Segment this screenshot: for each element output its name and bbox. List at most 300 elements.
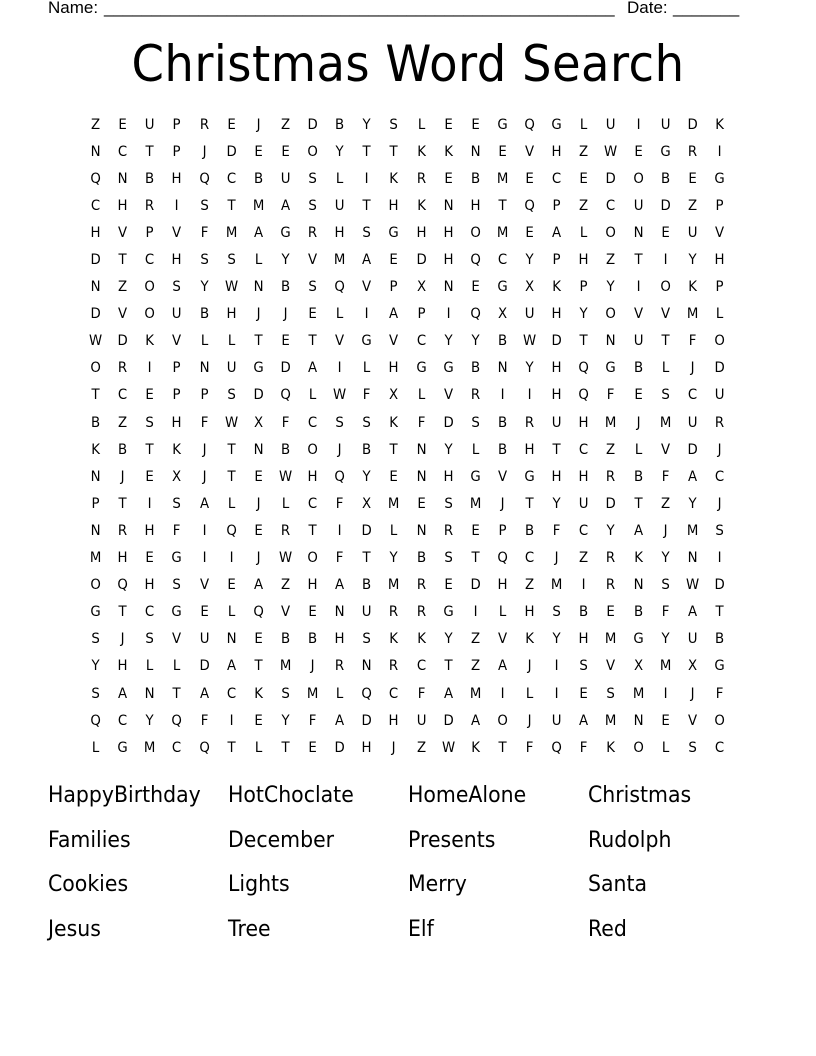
grid-letter[interactable]: R xyxy=(606,468,616,485)
grid-letter[interactable]: K xyxy=(389,414,399,431)
grid-letter[interactable]: U xyxy=(687,631,698,648)
grid-letter[interactable]: T xyxy=(661,333,670,350)
grid-letter[interactable]: G xyxy=(280,224,291,241)
grid-letter[interactable]: H xyxy=(171,170,182,187)
grid-letter[interactable]: R xyxy=(470,387,480,404)
grid-letter[interactable]: J xyxy=(717,441,722,458)
grid-letter[interactable]: E xyxy=(389,252,399,269)
grid-letter[interactable]: T xyxy=(227,739,236,756)
grid-letter[interactable]: T xyxy=(362,550,371,567)
grid-letter[interactable]: E xyxy=(633,143,643,160)
grid-letter[interactable]: D xyxy=(361,522,372,539)
grid-letter[interactable]: L xyxy=(471,441,480,458)
grid-letter[interactable]: E xyxy=(660,224,670,241)
grid-letter[interactable]: A xyxy=(280,197,290,214)
grid-letter[interactable]: K xyxy=(470,739,480,756)
grid-letter[interactable]: B xyxy=(199,306,209,323)
grid-letter[interactable]: H xyxy=(551,306,562,323)
grid-letter[interactable]: X xyxy=(525,279,535,296)
grid-letter[interactable]: K xyxy=(687,279,697,296)
grid-letter[interactable]: C xyxy=(307,414,318,431)
grid-letter[interactable]: O xyxy=(470,224,481,241)
grid-letter[interactable]: G xyxy=(443,604,454,621)
grid-letter[interactable]: J xyxy=(337,441,342,458)
grid-letter[interactable]: P xyxy=(172,360,181,377)
grid-letter[interactable]: H xyxy=(714,252,725,269)
grid-letter[interactable]: Q xyxy=(171,712,183,729)
grid-letter[interactable]: Z xyxy=(579,550,589,567)
grid-letter[interactable]: B xyxy=(118,441,128,458)
grid-letter[interactable]: B xyxy=(90,414,101,431)
grid-letter[interactable]: J xyxy=(527,658,532,675)
grid-letter[interactable]: F xyxy=(715,685,724,702)
grid-letter[interactable]: Y xyxy=(525,360,534,377)
grid-letter[interactable]: M xyxy=(605,712,617,729)
grid-letter[interactable]: M xyxy=(632,685,644,702)
grid-letter[interactable]: L xyxy=(254,252,263,269)
grid-letter[interactable]: V xyxy=(714,224,724,241)
grid-letter[interactable]: P xyxy=(389,279,398,296)
grid-letter[interactable]: P xyxy=(715,279,724,296)
grid-letter[interactable]: M xyxy=(252,197,265,214)
grid-letter[interactable]: M xyxy=(89,550,102,567)
grid-letter[interactable]: O xyxy=(605,224,617,241)
grid-letter[interactable]: S xyxy=(606,685,616,702)
grid-letter[interactable]: V xyxy=(172,224,182,241)
grid-letter[interactable]: P xyxy=(579,279,588,296)
grid-letter[interactable]: M xyxy=(686,522,699,539)
grid-letter[interactable]: N xyxy=(497,360,508,377)
name-field[interactable]: ______________________________________________________ xyxy=(104,0,615,17)
grid-letter[interactable]: L xyxy=(308,387,317,404)
grid-letter[interactable]: J xyxy=(283,306,288,323)
grid-letter[interactable]: F xyxy=(688,333,697,350)
grid-letter[interactable]: T xyxy=(633,252,643,269)
grid-letter[interactable]: A xyxy=(118,685,128,702)
grid-letter[interactable]: F xyxy=(552,522,561,539)
grid-letter[interactable]: V xyxy=(497,631,507,648)
grid-letter[interactable]: D xyxy=(198,658,210,675)
grid-letter[interactable]: A xyxy=(633,522,643,539)
grid-letter[interactable]: S xyxy=(443,495,453,512)
grid-letter[interactable]: K xyxy=(389,170,399,187)
grid-letter[interactable]: W xyxy=(278,468,293,485)
grid-letter[interactable]: L xyxy=(200,333,208,350)
grid-letter[interactable]: L xyxy=(91,739,100,756)
grid-letter[interactable]: H xyxy=(578,468,589,485)
grid-letter[interactable]: L xyxy=(173,658,181,675)
grid-letter[interactable]: V xyxy=(443,387,453,404)
grid-letter[interactable]: N xyxy=(144,685,155,702)
grid-letter[interactable]: U xyxy=(144,116,155,133)
grid-letter[interactable]: B xyxy=(416,550,426,567)
grid-letter[interactable]: H xyxy=(497,577,508,594)
grid-letter[interactable]: G xyxy=(253,360,264,377)
grid-letter[interactable]: E xyxy=(254,522,263,539)
grid-letter[interactable]: F xyxy=(362,387,371,404)
grid-letter[interactable]: T xyxy=(118,495,127,512)
grid-letter[interactable]: A xyxy=(199,685,209,702)
grid-letter[interactable]: S xyxy=(91,631,100,648)
grid-letter[interactable]: Y xyxy=(199,279,209,296)
grid-letter[interactable]: V xyxy=(362,279,372,296)
grid-letter[interactable]: N xyxy=(334,604,345,621)
grid-letter[interactable]: H xyxy=(524,604,535,621)
grid-letter[interactable]: P xyxy=(417,306,426,323)
grid-letter[interactable]: C xyxy=(145,252,155,269)
grid-letter[interactable]: I xyxy=(663,685,668,702)
grid-letter[interactable]: H xyxy=(551,143,562,160)
grid-letter[interactable]: D xyxy=(443,414,454,431)
grid-letter[interactable]: K xyxy=(91,441,100,458)
grid-letter[interactable]: O xyxy=(90,577,101,594)
grid-letter[interactable]: M xyxy=(469,685,482,702)
grid-letter[interactable]: Z xyxy=(280,116,290,133)
grid-letter[interactable]: D xyxy=(253,387,264,404)
grid-letter[interactable]: C xyxy=(307,495,318,512)
grid-letter[interactable]: D xyxy=(226,143,237,160)
grid-letter[interactable]: R xyxy=(389,604,399,621)
grid-letter[interactable]: C xyxy=(118,712,128,729)
grid-letter[interactable]: F xyxy=(335,550,344,567)
grid-letter[interactable]: Y xyxy=(444,441,453,458)
grid-letter[interactable]: I xyxy=(581,577,586,594)
grid-letter[interactable]: Y xyxy=(444,631,453,648)
grid-letter[interactable]: M xyxy=(306,685,319,702)
grid-letter[interactable]: M xyxy=(279,658,292,675)
grid-letter[interactable]: Z xyxy=(470,631,480,648)
grid-letter[interactable]: V xyxy=(118,306,128,323)
grid-letter[interactable]: B xyxy=(633,604,643,621)
grid-letter[interactable]: T xyxy=(362,197,371,214)
grid-letter[interactable]: N xyxy=(253,279,264,296)
grid-letter[interactable]: S xyxy=(362,631,372,648)
grid-letter[interactable]: H xyxy=(334,631,345,648)
grid-letter[interactable]: T xyxy=(552,441,561,458)
grid-letter[interactable]: I xyxy=(554,658,559,675)
grid-letter[interactable]: Q xyxy=(470,252,481,269)
grid-letter[interactable]: B xyxy=(280,279,290,296)
grid-letter[interactable]: I xyxy=(473,604,478,621)
grid-letter[interactable]: L xyxy=(417,116,425,133)
grid-letter[interactable]: I xyxy=(717,550,722,567)
grid-letter[interactable]: B xyxy=(280,441,290,458)
grid-letter[interactable]: I xyxy=(364,306,369,323)
grid-letter[interactable]: Z xyxy=(280,577,290,594)
grid-letter[interactable]: X xyxy=(416,279,426,296)
grid-letter[interactable]: G xyxy=(361,333,372,350)
grid-letter[interactable]: H xyxy=(551,387,562,404)
grid-letter[interactable]: T xyxy=(498,739,507,756)
grid-letter[interactable]: S xyxy=(199,197,209,214)
grid-letter[interactable]: I xyxy=(527,387,532,404)
grid-letter[interactable]: Z xyxy=(118,414,128,431)
grid-letter[interactable]: U xyxy=(361,604,372,621)
grid-letter[interactable]: T xyxy=(281,739,290,756)
grid-letter[interactable]: Y xyxy=(688,252,697,269)
grid-letter[interactable]: R xyxy=(606,550,616,567)
grid-letter[interactable]: R xyxy=(416,577,426,594)
grid-letter[interactable]: K xyxy=(416,197,426,214)
grid-letter[interactable]: U xyxy=(633,197,643,214)
grid-letter[interactable]: L xyxy=(254,739,263,756)
grid-letter[interactable]: W xyxy=(224,414,238,431)
grid-letter[interactable]: D xyxy=(605,170,617,187)
grid-letter[interactable]: Z xyxy=(91,116,101,133)
grid-letter[interactable]: A xyxy=(199,495,209,512)
grid-letter[interactable]: B xyxy=(470,170,480,187)
grid-letter[interactable]: E xyxy=(471,279,480,296)
grid-letter[interactable]: H xyxy=(524,441,535,458)
grid-letter[interactable]: H xyxy=(334,224,345,241)
grid-letter[interactable]: T xyxy=(227,441,236,458)
grid-letter[interactable]: A xyxy=(687,604,697,621)
grid-letter[interactable]: B xyxy=(497,414,507,431)
grid-letter[interactable]: D xyxy=(334,739,345,756)
grid-letter[interactable]: L xyxy=(661,360,669,377)
grid-letter[interactable]: Y xyxy=(606,279,616,296)
grid-letter[interactable]: S xyxy=(281,685,290,702)
grid-letter[interactable]: U xyxy=(226,360,237,377)
grid-letter[interactable]: H xyxy=(388,197,399,214)
grid-letter[interactable]: A xyxy=(497,658,507,675)
grid-letter[interactable]: I xyxy=(500,387,505,404)
grid-letter[interactable]: Q xyxy=(334,279,345,296)
grid-letter[interactable]: J xyxy=(527,712,532,729)
grid-letter[interactable]: N xyxy=(361,658,372,675)
grid-letter[interactable]: U xyxy=(687,414,698,431)
grid-letter[interactable]: P xyxy=(715,197,724,214)
grid-letter[interactable]: Y xyxy=(281,252,290,269)
grid-letter[interactable]: G xyxy=(524,468,535,485)
grid-letter[interactable]: Q xyxy=(524,116,535,133)
grid-letter[interactable]: K xyxy=(606,739,616,756)
grid-letter[interactable]: R xyxy=(416,604,426,621)
grid-letter[interactable]: E xyxy=(579,170,589,187)
grid-letter[interactable]: K xyxy=(552,279,562,296)
grid-letter[interactable]: N xyxy=(633,577,644,594)
grid-letter[interactable]: J xyxy=(717,495,722,512)
grid-letter[interactable]: E xyxy=(254,143,263,160)
grid-letter[interactable]: T xyxy=(145,441,154,458)
grid-letter[interactable]: H xyxy=(171,252,182,269)
grid-letter[interactable]: A xyxy=(335,577,345,594)
grid-letter[interactable]: Q xyxy=(497,550,508,567)
grid-letter[interactable]: H xyxy=(578,414,589,431)
grid-letter[interactable]: A xyxy=(470,712,480,729)
grid-letter[interactable]: E xyxy=(525,170,534,187)
grid-letter[interactable]: R xyxy=(199,116,209,133)
grid-letter[interactable]: V xyxy=(335,333,345,350)
grid-letter[interactable]: S xyxy=(226,252,236,269)
grid-letter[interactable]: H xyxy=(144,522,155,539)
grid-letter[interactable]: L xyxy=(335,170,344,187)
grid-letter[interactable]: N xyxy=(443,279,454,296)
grid-letter[interactable]: Q xyxy=(117,577,128,594)
grid-letter[interactable]: O xyxy=(144,306,156,323)
grid-letter[interactable]: M xyxy=(388,577,400,594)
grid-letter[interactable]: A xyxy=(579,712,589,729)
grid-letter[interactable]: C xyxy=(118,387,128,404)
grid-letter[interactable]: F xyxy=(525,739,534,756)
grid-letter[interactable]: E xyxy=(199,604,209,621)
grid-letter[interactable]: W xyxy=(441,739,455,756)
grid-letter[interactable]: Y xyxy=(362,468,371,485)
grid-letter[interactable]: B xyxy=(524,522,535,539)
grid-letter[interactable]: Z xyxy=(687,197,697,214)
date-field[interactable]: _______ xyxy=(673,0,740,17)
grid-letter[interactable]: N xyxy=(443,197,454,214)
grid-letter[interactable]: D xyxy=(687,441,698,458)
grid-letter[interactable]: U xyxy=(416,712,426,729)
grid-letter[interactable]: I xyxy=(500,685,505,702)
grid-letter[interactable]: D xyxy=(117,333,128,350)
grid-letter[interactable]: E xyxy=(145,550,155,567)
grid-letter[interactable]: E xyxy=(145,468,155,485)
grid-letter[interactable]: X xyxy=(253,414,263,431)
grid-letter[interactable]: Z xyxy=(470,658,480,675)
grid-letter[interactable]: G xyxy=(660,143,671,160)
grid-letter[interactable]: H xyxy=(416,224,427,241)
grid-letter[interactable]: Y xyxy=(661,550,670,567)
grid-letter[interactable]: M xyxy=(496,170,509,187)
grid-letter[interactable]: G xyxy=(443,360,454,377)
grid-letter[interactable]: T xyxy=(254,333,263,350)
grid-letter[interactable]: P xyxy=(498,522,507,539)
grid-letter[interactable]: J xyxy=(636,414,641,431)
grid-letter[interactable]: U xyxy=(280,170,291,187)
grid-letter[interactable]: R xyxy=(524,414,535,431)
grid-letter[interactable]: J xyxy=(120,468,125,485)
grid-letter[interactable]: E xyxy=(443,577,453,594)
grid-letter[interactable]: D xyxy=(90,252,101,269)
grid-letter[interactable]: S xyxy=(308,170,317,187)
grid-letter[interactable]: H xyxy=(551,468,562,485)
grid-letter[interactable]: I xyxy=(229,712,234,729)
grid-letter[interactable]: W xyxy=(685,577,699,594)
grid-letter[interactable]: C xyxy=(524,550,535,567)
grid-letter[interactable]: A xyxy=(253,577,263,594)
grid-letter[interactable]: Z xyxy=(606,252,616,269)
grid-letter[interactable]: B xyxy=(280,631,290,648)
grid-letter[interactable]: S xyxy=(172,279,182,296)
grid-letter[interactable]: K xyxy=(443,143,453,160)
grid-letter[interactable]: U xyxy=(199,631,209,648)
grid-letter[interactable]: F xyxy=(661,604,670,621)
grid-letter[interactable]: N xyxy=(416,441,427,458)
grid-letter[interactable]: B xyxy=(145,170,155,187)
grid-letter[interactable]: S xyxy=(443,550,453,567)
grid-letter[interactable]: B xyxy=(335,116,345,133)
grid-letter[interactable]: N xyxy=(605,333,616,350)
grid-letter[interactable]: U xyxy=(551,414,562,431)
grid-letter[interactable]: L xyxy=(335,306,344,323)
grid-letter[interactable]: R xyxy=(145,197,155,214)
grid-letter[interactable]: Q xyxy=(198,739,210,756)
grid-letter[interactable]: J xyxy=(120,631,125,648)
grid-letter[interactable]: Y xyxy=(552,631,561,648)
grid-letter[interactable]: Y xyxy=(389,550,399,567)
grid-letter[interactable]: K xyxy=(715,116,724,133)
grid-letter[interactable]: U xyxy=(172,306,182,323)
grid-letter[interactable]: L xyxy=(715,306,724,323)
grid-letter[interactable]: R xyxy=(307,224,318,241)
grid-letter[interactable]: F xyxy=(281,414,290,431)
grid-letter[interactable]: Y xyxy=(552,495,561,512)
grid-letter[interactable]: T xyxy=(471,550,480,567)
grid-letter[interactable]: O xyxy=(659,279,671,296)
grid-letter[interactable]: G xyxy=(415,360,427,377)
grid-letter[interactable]: L xyxy=(281,495,290,512)
grid-letter[interactable]: T xyxy=(308,522,317,539)
grid-letter[interactable]: W xyxy=(522,333,537,350)
grid-letter[interactable]: L xyxy=(661,739,669,756)
grid-letter[interactable]: C xyxy=(90,197,101,214)
grid-letter[interactable]: U xyxy=(633,333,643,350)
grid-letter[interactable]: C xyxy=(172,739,182,756)
grid-letter[interactable]: T xyxy=(633,495,643,512)
grid-letter[interactable]: F xyxy=(200,224,208,241)
grid-letter[interactable]: T xyxy=(715,604,724,621)
grid-letter[interactable]: V xyxy=(389,333,399,350)
grid-letter[interactable]: L xyxy=(227,604,235,621)
grid-letter[interactable]: H xyxy=(388,712,399,729)
grid-letter[interactable]: S xyxy=(226,387,236,404)
grid-letter[interactable]: E xyxy=(118,116,127,133)
grid-letter[interactable]: N xyxy=(199,360,210,377)
grid-letter[interactable]: M xyxy=(225,224,237,241)
grid-letter[interactable]: S xyxy=(172,577,182,594)
grid-letter[interactable]: C xyxy=(145,604,155,621)
grid-letter[interactable]: C xyxy=(579,441,589,458)
grid-letter[interactable]: G xyxy=(551,116,562,133)
grid-letter[interactable]: C xyxy=(579,522,589,539)
grid-letter[interactable]: E xyxy=(443,116,453,133)
grid-letter[interactable]: H xyxy=(117,658,128,675)
grid-letter[interactable]: R xyxy=(714,414,725,431)
grid-letter[interactable]: Y xyxy=(525,252,534,269)
grid-letter[interactable]: I xyxy=(446,306,451,323)
grid-letter[interactable]: Y xyxy=(362,116,371,133)
grid-letter[interactable]: P xyxy=(145,224,154,241)
grid-letter[interactable]: B xyxy=(579,604,589,621)
grid-letter[interactable]: D xyxy=(714,360,725,377)
grid-letter[interactable]: I xyxy=(202,550,207,567)
grid-letter[interactable]: G xyxy=(171,550,183,567)
grid-letter[interactable]: R xyxy=(118,522,128,539)
grid-letter[interactable]: F xyxy=(173,522,181,539)
grid-letter[interactable]: X xyxy=(687,658,697,675)
grid-letter[interactable]: B xyxy=(497,333,507,350)
grid-letter[interactable]: I xyxy=(663,252,668,269)
grid-letter[interactable]: B xyxy=(362,577,372,594)
grid-letter[interactable]: C xyxy=(714,739,725,756)
grid-letter[interactable]: N xyxy=(633,712,644,729)
grid-letter[interactable]: P xyxy=(552,197,561,214)
grid-letter[interactable]: F xyxy=(308,712,317,729)
grid-letter[interactable]: H xyxy=(144,577,155,594)
grid-letter[interactable]: E xyxy=(308,306,317,323)
grid-letter[interactable]: E xyxy=(389,468,399,485)
grid-letter[interactable]: S xyxy=(362,224,372,241)
grid-letter[interactable]: H xyxy=(388,360,399,377)
grid-letter[interactable]: Y xyxy=(579,306,588,323)
grid-letter[interactable]: N xyxy=(90,468,101,485)
grid-letter[interactable]: L xyxy=(525,685,534,702)
grid-letter[interactable]: H xyxy=(117,550,128,567)
grid-letter[interactable]: D xyxy=(687,116,698,133)
grid-letter[interactable]: Y xyxy=(606,522,616,539)
